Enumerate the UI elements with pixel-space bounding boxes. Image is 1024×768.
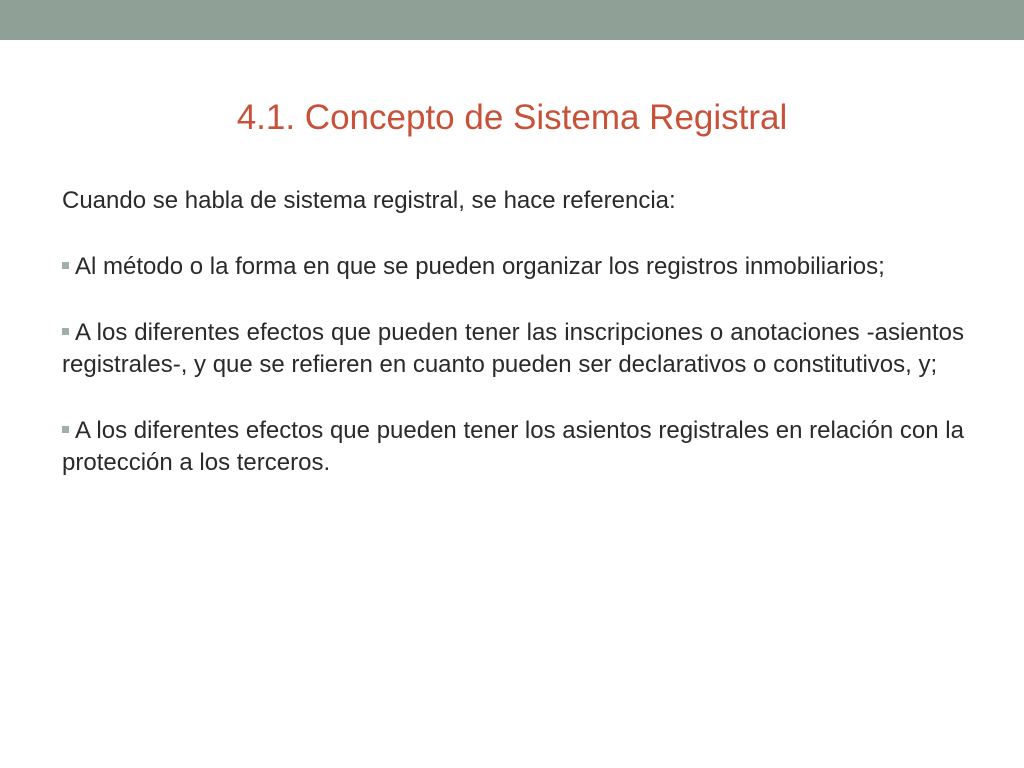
intro-text: Cuando se habla de sistema registral, se hace referencia:: [62, 187, 676, 214]
bullet-text: A los diferentes efectos que pueden tener los asientos registrales en relación con la protección a los terceros.: [62, 417, 964, 476]
bullet-item-3: [62, 415, 964, 479]
square-bullet-icon: [62, 426, 69, 433]
bullet-text: A los diferentes efectos que pueden tener las inscripciones o anotaciones -asientos registrales-, y que se refieren en cuanto pueden ser declarativos o constitutivos, y;: [62, 319, 964, 378]
square-bullet-icon: [62, 328, 69, 335]
bullet-text: Al método o la forma en que se pueden organizar los registros inmobiliarios;: [75, 253, 885, 280]
top-banner: [0, 0, 1024, 40]
slide-title: 4.1. Concepto de Sistema Registral: [236, 98, 788, 137]
slide-content: [62, 185, 964, 513]
bullet-item-2: [62, 317, 964, 381]
square-bullet-icon: [62, 262, 69, 269]
bullet-item-1: [62, 251, 964, 283]
